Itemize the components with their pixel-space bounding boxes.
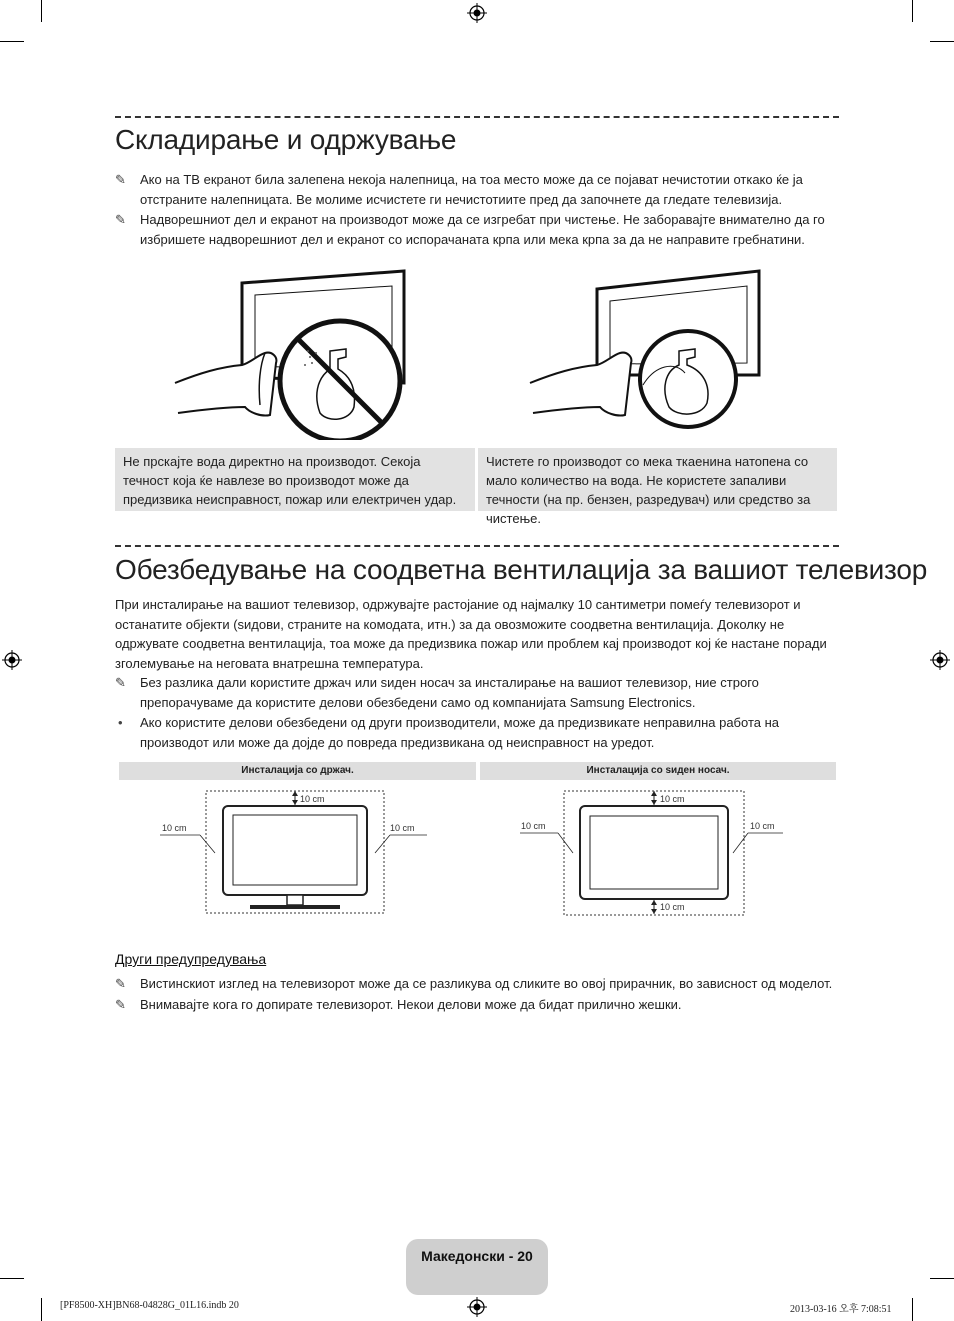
ventilation-intro: При инсталирање на вашиот телевизор, одржувајте растојание од најмалку 10 сантиметри помеѓу телевизорот и останатите објекти (sидови, страните на комодата, итн.) за да овозможите соодветна вентилација. Доколку не одржувате соодветна вентилација, тоа може да предизвика пожар или проблем кај производот кој ќе настане поради зголемување на неговата внатрешна температура. (115, 597, 827, 671)
diagram-wall-install (515, 785, 795, 920)
bullet-other-parts (115, 713, 839, 752)
section-title-ventilation: Обезбедување на соодветна вентилација за вашиот телевизор (115, 554, 928, 585)
diagram-caption-stand: Инсталација со држач. (119, 762, 476, 780)
footer-file-info: [PF8500-XH]BN68-04828G_01L16.indb 20 (60, 1300, 239, 1311)
note-pencil-icon: ✎ (115, 212, 126, 227)
bullet-text: Ако користите делови обезбедени од други производители, може да предизвикате неправилна работа на производот или може да дојде до повреда предизвикана од неисправност на уредот. (140, 715, 780, 750)
dim-label-left: 10 cm (162, 823, 187, 833)
other-warnings-heading: Други предупредувања (115, 951, 267, 967)
note-pencil-icon: ✎ (115, 172, 126, 187)
note-hot-parts (115, 995, 839, 1015)
dim-label-right: 10 cm (750, 821, 775, 831)
registration-mark-icon (930, 650, 950, 670)
crop-mark-tr-v (912, 0, 913, 22)
dim-label-right: 10 cm (390, 823, 415, 833)
diagram-stand-install (155, 785, 435, 920)
note-text: Ако на ТВ екранот била залепена некоја налепница, на тоа место може да се појават нечистотии откако ќе ја отстраните налепницата. Ве молиме исчистете ги нечистотиите пред да започнете да гледате телевизија. (140, 172, 803, 207)
bullet-icon: • (118, 715, 123, 730)
diagram-caption-wall: Инсталација со sиден носач. (480, 762, 836, 780)
note-text: Вистинскиот изглед на телевизорот може да се разликува од сликите во овој прирачник, во зависност од моделот. (140, 976, 833, 991)
section-title-storage: Складирање и одржување (115, 124, 457, 155)
registration-mark-icon (2, 650, 22, 670)
note-samsung-parts (115, 673, 839, 712)
section-divider (115, 116, 839, 118)
note-pencil-icon: ✎ (115, 675, 126, 690)
page-number-tab: Македонски - 20 (406, 1239, 548, 1295)
crop-mark-br-v (912, 1298, 913, 1321)
section-divider (115, 545, 839, 547)
dim-label-bottom: 10 cm (660, 902, 685, 912)
note-text: Внимавајте кога го допирате телевизорот. Некои делови може да бидат прилично жешки. (140, 997, 682, 1012)
note-text: Надворешниот дел и екранот на производот може да се изгребат при чистење. Не заборавајте внимателно да го избришете надворешниот дел и екранот со испорачаната крпа или мека крпа за да не направите гребнатини. (140, 212, 825, 247)
crop-mark-tl-h (0, 41, 24, 42)
footer-timestamp: 2013-03-16 오후 7:08:51 (790, 1304, 892, 1315)
dim-label-top: 10 cm (300, 794, 325, 804)
illustration-cloth-wipe (525, 265, 775, 440)
note-scratch (115, 210, 839, 249)
note-pencil-icon: ✎ (115, 976, 126, 991)
note-sticker (115, 170, 839, 209)
caption-no-spray: Не прскајте вода директно на производот. Секоја течност која ќе навлезе во производот може да предизвика неисправност, пожар или електричен удар. (115, 448, 475, 511)
dim-label-top: 10 cm (660, 794, 685, 804)
note-text: Без разлика дали користите држач или sиден носач за инсталирање на вашиот телевизор, ние строго препорачуваме да користите делови обезбедени само од компанијата Samsung Electronics. (140, 675, 759, 710)
crop-mark-br-h (930, 1278, 954, 1279)
registration-mark-icon (467, 3, 487, 23)
registration-mark-icon (467, 1297, 487, 1317)
crop-mark-tl-v (41, 0, 42, 22)
caption-cloth-wipe: Чистете го производот со мека ткаенина натопена со мало количество на вода. Не користете запаливи течности (на пр. бензен, разредувач) или средство за чистење. (478, 448, 837, 511)
crop-mark-bl-h (0, 1278, 24, 1279)
crop-mark-bl-v (41, 1298, 42, 1321)
note-appearance (115, 974, 839, 994)
note-pencil-icon: ✎ (115, 997, 126, 1012)
dim-label-left: 10 cm (521, 821, 546, 831)
crop-mark-tr-h (930, 41, 954, 42)
illustration-no-spray (170, 265, 420, 440)
